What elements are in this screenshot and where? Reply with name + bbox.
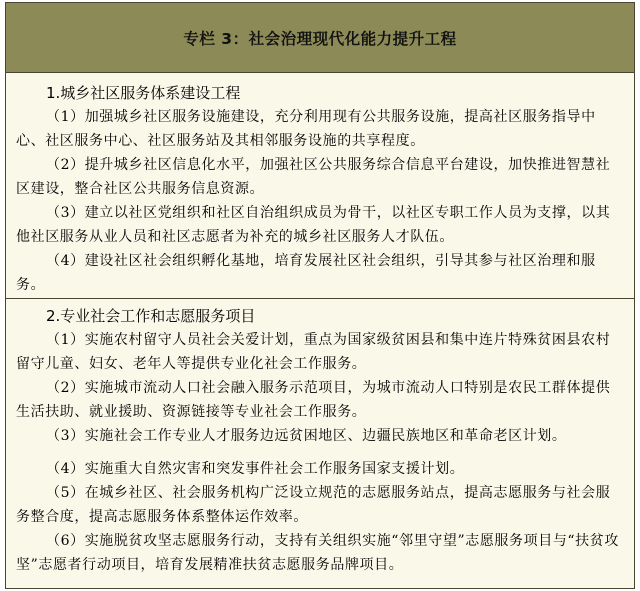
section-item: （3）实施社会工作专业人才服务边远贫困地区、边疆民族地区和革命老区计划。 — [46, 428, 567, 444]
section-item: （1）加强城乡社区服务设施建设，充分利用现有公共服务设施，提高社区服务指导中心、社区服务中心、社区服务站及其相邻服务设施的共享程度。 — [16, 109, 596, 149]
column-header — [6, 3, 634, 73]
section-item: （4）建设社区社会组织孵化基地，培育发展社区社会组织，引导其参与社区治理和服务。 — [16, 253, 596, 293]
section-item: （6）实施脱贫攻坚志愿服务行动，支持有关组织实施“邻里守望”志愿服务项目与“扶贫攻坚”志愿者行动项目，培育发展精准扶贫志愿服务品牌项目。 — [16, 533, 619, 573]
section-title: 1.城乡社区服务体系建设工程 — [46, 84, 241, 102]
section-item: （1）实施农村留守人员社会关爱计划，重点为国家级贫困县和集中连片特殊贫困县农村留守儿童、妇女、老年人等提供专业化社会工作服务。 — [16, 332, 611, 372]
section-item: （2）实施城市流动人口社会融入服务示范项目，为城市流动人口特别是农民工群体提供生活扶助、就业援助、资源链接等专业社会工作服务。 — [16, 380, 611, 420]
section-title: 2.专业社会工作和志愿服务项目 — [46, 307, 256, 325]
column-box — [5, 2, 635, 589]
section-item: （5）在城乡社区、社会服务机构广泛设立规范的志愿服务站点，提高志愿服务与社会服务整合度，提高志愿服务体系整体运作效率。 — [16, 485, 611, 525]
section-social-work-volunteer — [6, 299, 634, 581]
section-item: （2）提升城乡社区信息化水平，加强社区公共服务综合信息平台建设，加快推进智慧社区建设，整合社区公共服务信息资源。 — [16, 157, 611, 197]
section-community-services — [6, 73, 634, 299]
column-title: 专栏 3：社会治理现代化能力提升工程 — [183, 29, 457, 48]
section-item: （4）实施重大自然灾害和突发事件社会工作服务国家支援计划。 — [46, 461, 465, 477]
section-item: （3）建立以社区党组织和社区自治组织成员为骨干，以社区专职工作人员为支撑，以其他社区服务从业人员和社区志愿者为补充的城乡社区服务人才队伍。 — [16, 205, 611, 245]
